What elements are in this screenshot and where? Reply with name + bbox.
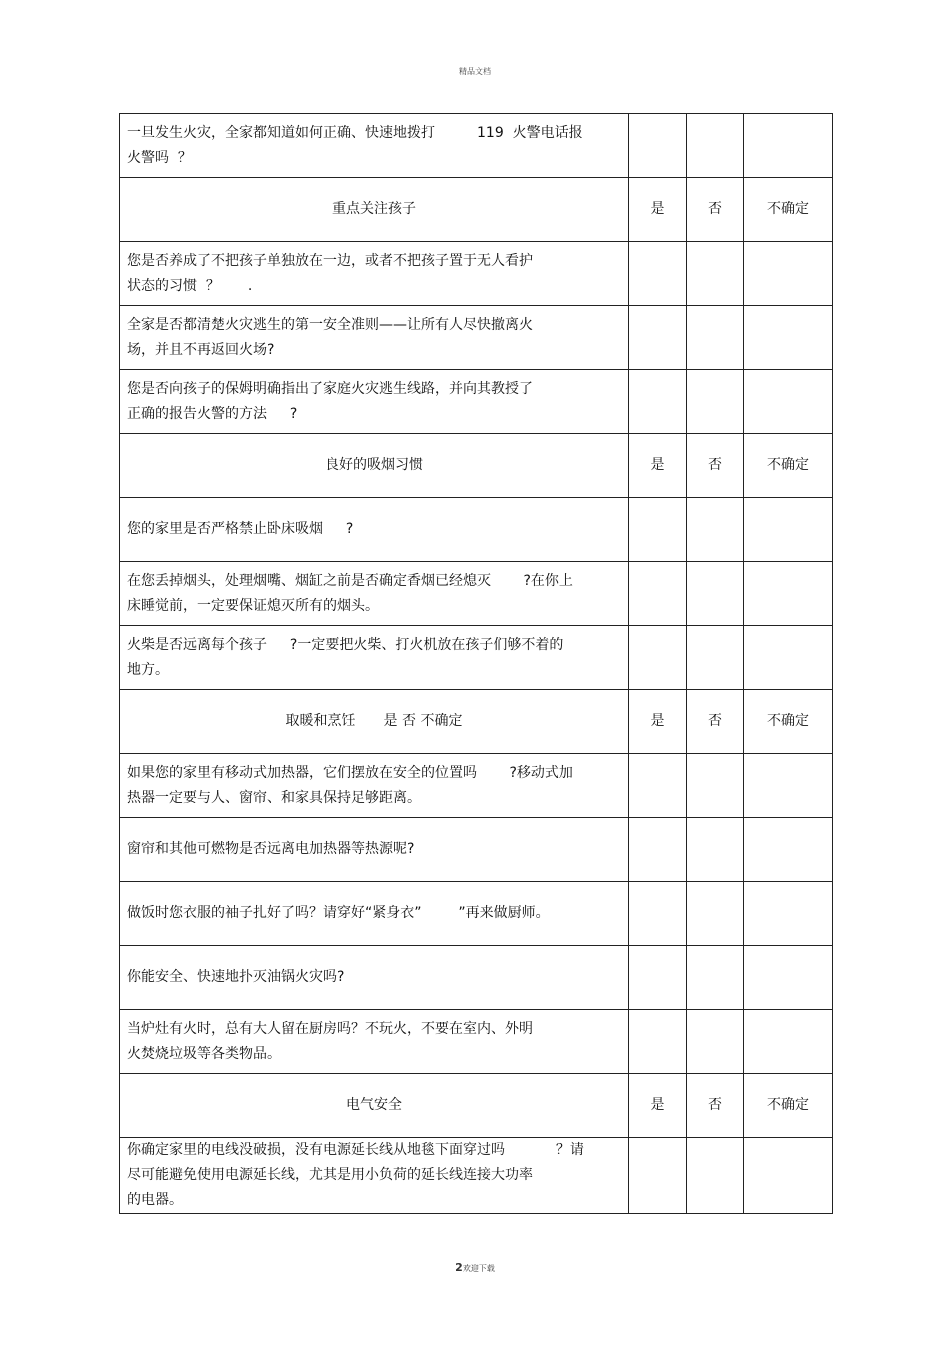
yes-answer-cell[interactable] xyxy=(629,754,687,818)
question-cell xyxy=(120,498,629,562)
no-answer-cell[interactable] xyxy=(687,498,744,562)
no-column-header: 否 xyxy=(687,690,744,754)
question-cell xyxy=(120,882,629,946)
unsure-answer-cell[interactable] xyxy=(744,1010,833,1074)
section-header-row xyxy=(120,434,833,498)
yes-answer-cell[interactable] xyxy=(629,306,687,370)
no-answer-cell[interactable] xyxy=(687,562,744,626)
yes-answer-cell[interactable] xyxy=(629,242,687,306)
section-title: 良好的吸烟习惯 xyxy=(120,434,629,498)
yes-answer-cell[interactable] xyxy=(629,562,687,626)
question-row xyxy=(120,370,833,434)
question-cell xyxy=(120,754,629,818)
question-text-line: 当炉灶有火时，总有大人留在厨房吗？不玩火，不要在室内、外明 xyxy=(127,1020,533,1037)
section-title: 取暖和烹饪 是 否 不确定 xyxy=(120,690,629,754)
yes-answer-cell[interactable] xyxy=(629,882,687,946)
question-row xyxy=(120,114,833,178)
no-answer-cell[interactable] xyxy=(687,754,744,818)
unsure-answer-cell[interactable] xyxy=(744,1138,833,1214)
unsure-answer-cell[interactable] xyxy=(744,946,833,1010)
section-title: 重点关注孩子 xyxy=(120,178,629,242)
unsure-answer-cell[interactable] xyxy=(744,370,833,434)
unsure-answer-cell[interactable] xyxy=(744,882,833,946)
unsure-column-header: 不确定 xyxy=(744,434,833,498)
question-text-line: 尽可能避免使用电源延长线，尤其是用小负荷的延长线连接大功率 xyxy=(127,1167,533,1183)
yes-column-header: 是 xyxy=(629,434,687,498)
page-header: 精品文档 xyxy=(459,67,491,76)
no-answer-cell[interactable] xyxy=(687,626,744,690)
question-row xyxy=(120,882,833,946)
question-row xyxy=(120,498,833,562)
question-text-line: 正确的报告火警的方法 ? xyxy=(127,405,298,422)
no-column-header: 否 xyxy=(687,178,744,242)
yes-answer-cell[interactable] xyxy=(629,370,687,434)
unsure-column-header: 不确定 xyxy=(744,690,833,754)
question-cell xyxy=(120,946,629,1010)
yes-answer-cell[interactable] xyxy=(629,114,687,178)
fire-safety-checklist-table xyxy=(119,113,833,1214)
yes-answer-cell[interactable] xyxy=(629,818,687,882)
question-cell xyxy=(120,626,629,690)
question-text-line: 床睡觉前，一定要保证熄灭所有的烟头。 xyxy=(127,597,379,614)
section-title: 电气安全 xyxy=(120,1074,629,1138)
question-cell xyxy=(120,1010,629,1074)
no-answer-cell[interactable] xyxy=(687,946,744,1010)
question-row xyxy=(120,1138,833,1214)
question-row xyxy=(120,626,833,690)
unsure-answer-cell[interactable] xyxy=(744,754,833,818)
no-answer-cell[interactable] xyxy=(687,1010,744,1074)
unsure-answer-cell[interactable] xyxy=(744,242,833,306)
no-answer-cell[interactable] xyxy=(687,882,744,946)
section-header-row xyxy=(120,690,833,754)
yes-column-header: 是 xyxy=(629,1074,687,1138)
question-text-line: 做饭时您衣服的袖子扎好了吗？请穿好“紧身衣” ”再来做厨师。 xyxy=(127,905,550,921)
question-text-line: 你能安全、快速地扑灭油锅火灾吗? xyxy=(127,969,345,985)
unsure-column-header: 不确定 xyxy=(744,178,833,242)
unsure-answer-cell[interactable] xyxy=(744,562,833,626)
unsure-answer-cell[interactable] xyxy=(744,306,833,370)
question-cell xyxy=(120,562,629,626)
yes-answer-cell[interactable] xyxy=(629,626,687,690)
no-answer-cell[interactable] xyxy=(687,114,744,178)
question-cell xyxy=(120,114,629,178)
yes-answer-cell[interactable] xyxy=(629,1010,687,1074)
question-row xyxy=(120,242,833,306)
no-answer-cell[interactable] xyxy=(687,306,744,370)
question-text-line: 地方。 xyxy=(127,661,169,678)
unsure-answer-cell[interactable] xyxy=(744,626,833,690)
unsure-column-header: 不确定 xyxy=(744,1074,833,1138)
question-text-line: 您是否向孩子的保姆明确指出了家庭火灾逃生线路，并向其教授了 xyxy=(127,380,533,397)
question-text-line: 火警吗 ？ xyxy=(127,149,192,166)
page-number: 2 xyxy=(455,1261,463,1274)
question-cell xyxy=(120,306,629,370)
question-cell xyxy=(120,370,629,434)
page-footer xyxy=(0,1261,950,1274)
question-row xyxy=(120,946,833,1010)
section-header-row xyxy=(120,178,833,242)
question-text-line: 的电器。 xyxy=(127,1192,183,1208)
unsure-answer-cell[interactable] xyxy=(744,114,833,178)
yes-answer-cell[interactable] xyxy=(629,946,687,1010)
question-text-line: 场，并且不再返回火场? xyxy=(127,341,275,358)
no-column-header: 否 xyxy=(687,1074,744,1138)
no-answer-cell[interactable] xyxy=(687,1138,744,1214)
yes-column-header: 是 xyxy=(629,690,687,754)
question-row xyxy=(120,818,833,882)
unsure-answer-cell[interactable] xyxy=(744,498,833,562)
question-text-line: 全家是否都清楚火灾逃生的第一安全准则——让所有人尽快撤离火 xyxy=(127,316,533,333)
question-row xyxy=(120,754,833,818)
yes-column-header: 是 xyxy=(629,178,687,242)
question-row xyxy=(120,1010,833,1074)
no-column-header: 否 xyxy=(687,434,744,498)
no-answer-cell[interactable] xyxy=(687,818,744,882)
question-text-line: 您的家里是否严格禁止卧床吸烟 ? xyxy=(127,521,354,537)
question-cell xyxy=(120,242,629,306)
question-text-line: 热器一定要与人、窗帘、和家具保持足够距离。 xyxy=(127,789,421,806)
question-text-line: 窗帘和其他可燃物是否远离电加热器等热源呢? xyxy=(127,841,415,857)
question-cell xyxy=(120,818,629,882)
unsure-answer-cell[interactable] xyxy=(744,818,833,882)
yes-answer-cell[interactable] xyxy=(629,1138,687,1214)
no-answer-cell[interactable] xyxy=(687,370,744,434)
question-text-line: 你确定家里的电线没破损，没有电源延长线从地毯下面穿过吗 ？请 xyxy=(127,1142,584,1158)
no-answer-cell[interactable] xyxy=(687,242,744,306)
question-text-line: 火焚烧垃圾等各类物品。 xyxy=(127,1045,281,1062)
yes-answer-cell[interactable] xyxy=(629,498,687,562)
question-text-line: 状态的习惯 ？ . xyxy=(127,277,253,294)
question-row xyxy=(120,306,833,370)
section-header-row xyxy=(120,1074,833,1138)
question-text-line: 一旦发生火灾，全家都知道如何正确、快速地拨打 119 火警电话报 xyxy=(127,124,583,141)
question-text-line: 火柴是否远离每个孩子 ?一定要把火柴、打火机放在孩子们够不着的 xyxy=(127,636,564,653)
footer-text: 欢迎下载 xyxy=(462,1264,495,1273)
question-cell xyxy=(120,1138,629,1214)
question-text-line: 您是否养成了不把孩子单独放在一边，或者不把孩子置于无人看护 xyxy=(127,252,533,269)
question-text-line: 在您丢掉烟头，处理烟嘴、烟缸之前是否确定香烟已经熄灭 ?在你上 xyxy=(127,572,573,589)
question-row xyxy=(120,562,833,626)
question-text-line: 如果您的家里有移动式加热器，它们摆放在安全的位置吗 ?移动式加 xyxy=(127,764,573,781)
